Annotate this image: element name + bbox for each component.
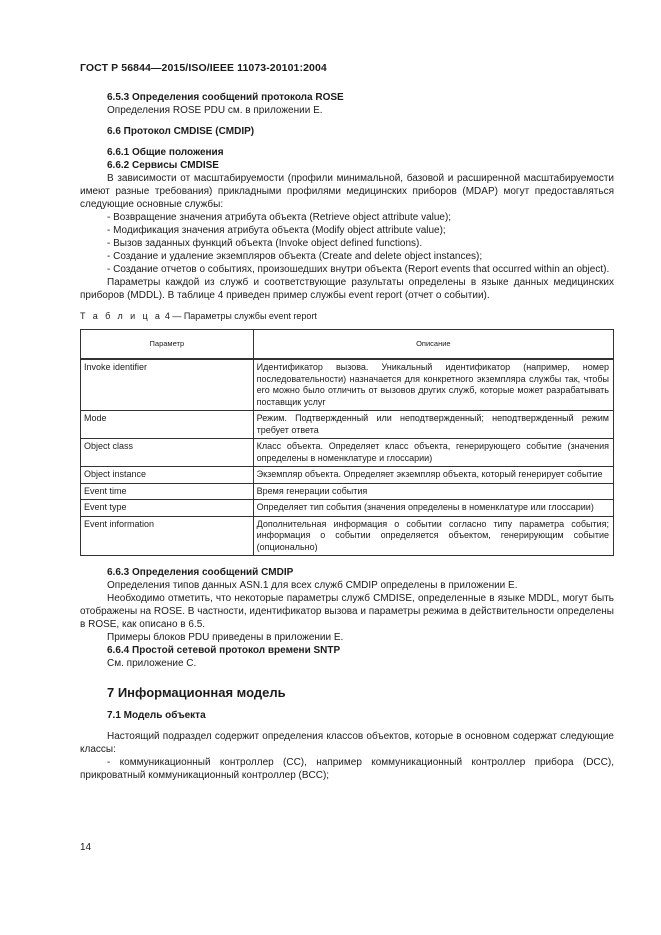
list-item: - Создание отчетов о событиях, произошедших внутри объекта (Report events that occurred within an object). xyxy=(107,264,610,275)
paragraph-6-6-3-3: Примеры блоков PDU приведены в приложении E. xyxy=(107,632,344,643)
table-row xyxy=(81,439,614,467)
table-caption-title: 4 — Параметры службы event report xyxy=(164,311,317,321)
heading-6-5-3: 6.5.3 Определения сообщений протокола ROSE xyxy=(107,92,344,103)
list-item: - коммуникационный контроллер (CC), например коммуникационный контроллер прибора (DCC), прикроватный коммуникационный контроллер (BCC); xyxy=(80,757,614,781)
parameter-cell: Event type xyxy=(81,500,254,517)
parameter-cell: Object instance xyxy=(81,467,254,484)
heading-6-6-4: 6.6.4 Простой сетевой протокол времени SNTP xyxy=(107,645,341,656)
list-item: - Создание и удаление экземпляров объекта (Create and delete object instances); xyxy=(107,251,483,262)
table-row xyxy=(81,516,614,556)
heading-7: 7 Информационная модель xyxy=(107,685,286,700)
description-cell: Экземпляр объекта. Определяет экземпляр объекта, который генерирует событие xyxy=(253,467,613,484)
paragraph-6-5-3: Определения ROSE PDU см. в приложении E. xyxy=(107,105,323,116)
document-body xyxy=(80,91,614,782)
heading-7-1: 7.1 Модель объекта xyxy=(107,710,206,721)
description-cell: Время генерации события xyxy=(253,483,613,500)
paragraph-6-6-3-2: Необходимо отметить, что некоторые параметры служб CMDISE, определенные в языке MDDL, могут быть отображены на ROSE. В частности, идентификатор вызова и параметры режима в действительности определены в ROSE, как описано в 6.5. xyxy=(80,593,614,630)
list-item: - Вызов заданных функций объекта (Invoke object defined functions). xyxy=(107,238,423,249)
page-number: 14 xyxy=(80,842,92,853)
table-row xyxy=(81,483,614,500)
heading-6-6-2: 6.6.2 Сервисы CMDISE xyxy=(107,160,219,171)
column-header-description: Описание xyxy=(253,330,613,360)
paragraph-6-6-4: См. приложение C. xyxy=(107,658,197,669)
heading-6-6: 6.6 Протокол CMDISE (CMDIP) xyxy=(107,126,255,137)
table-row xyxy=(81,500,614,517)
paragraph-6-6-3-1: Определения типов данных ASN.1 для всех служб CMDIP определены в приложении E. xyxy=(107,580,518,591)
paragraph-6-6-2-intro: В зависимости от масштабируемости (профили минимальной, базовой и расширенной масштабируемости имеют разные требования) прикладными профилями медицинских приборов (MDAP) могут предоставляться следующие основные службы: xyxy=(80,173,614,210)
description-cell: Идентификатор вызова. Уникальный идентификатор (например, номер последовательности) назначается для конкретного экземпляра службы так, чтобы его можно было отличить от вызовов других служб, которые может разрабатывать поставщик услуг xyxy=(253,359,613,411)
table-row xyxy=(81,411,614,439)
description-cell: Режим. Подтвержденный или неподтвержденный; неподтвержденный режим требует ответа xyxy=(253,411,613,439)
paragraph-7-1: Настоящий подраздел содержит определения классов объектов, которые в основном содержат следующие классы: xyxy=(80,731,614,755)
column-header-parameter: Параметр xyxy=(81,330,254,360)
list-item: - Возвращение значения атрибута объекта (Retrieve object attribute value); xyxy=(107,212,452,223)
table-caption xyxy=(80,310,614,322)
table-row xyxy=(81,467,614,484)
parameter-cell: Object class xyxy=(81,439,254,467)
list-item: - Модификация значения атрибута объекта (Modify object attribute value); xyxy=(107,225,446,236)
table-header-row xyxy=(81,330,614,360)
heading-6-6-1: 6.6.1 Общие положения xyxy=(107,147,224,158)
paragraph-6-6-2-outro: Параметры каждой из служб и соответствующие разультаты определены в языке данных медицинских приборов (MDDL). В таблице 4 приведен пример службы event report (отчет о событии). xyxy=(80,277,614,301)
description-cell: Определяет тип события (значения определены в номенклатуре или глоссарии) xyxy=(253,500,613,517)
table-row xyxy=(81,359,614,411)
parameter-cell: Event information xyxy=(81,516,254,556)
heading-6-6-3: 6.6.3 Определения сообщений CMDIP xyxy=(107,567,294,578)
event-report-parameters-table xyxy=(80,329,614,556)
description-cell: Класс объекта. Определяет класс объекта, генерирующего событие (значения определены в номенклатуре и глоссарии) xyxy=(253,439,613,467)
description-cell: Дополнительная информация о событии согласно типу параметра события; информация о событии определяется объектом, генерирующим событие (опционально) xyxy=(253,516,613,556)
parameter-cell: Mode xyxy=(81,411,254,439)
parameter-cell: Event time xyxy=(81,483,254,500)
table-caption-prefix: Т а б л и ц а xyxy=(80,311,163,321)
document-header: ГОСТ Р 56844—2015/ISO/IEEE 11073-20101:2004 xyxy=(80,62,327,74)
parameter-cell: Invoke identifier xyxy=(81,359,254,411)
